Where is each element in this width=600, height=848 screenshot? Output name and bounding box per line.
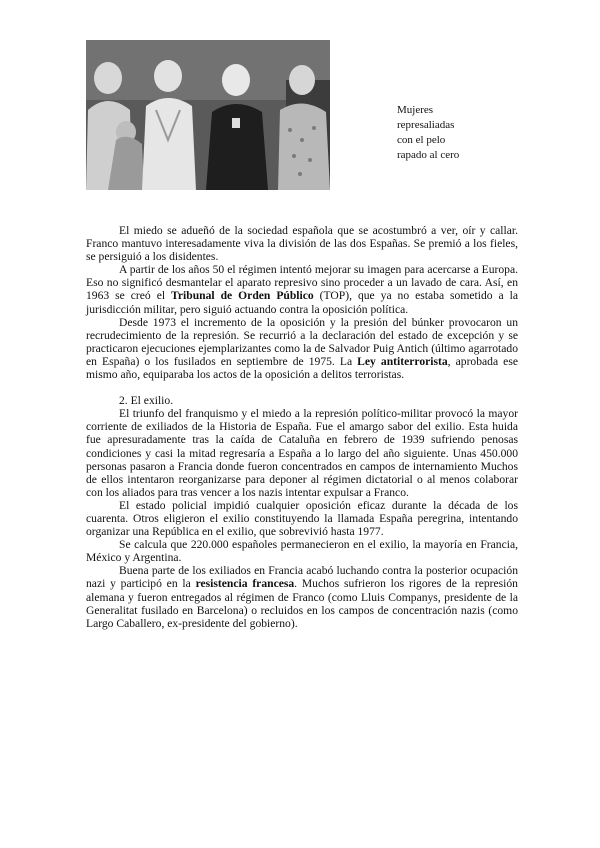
text-span: Buena parte de los exiliados en Francia acabó luchando contra la posterior ocupación nazi y participó en la xyxy=(86,564,518,591)
photo-illustration xyxy=(86,40,330,190)
text-span: A partir de los años 50 el régimen intentó mejorar su imagen para acercarse a Europa. Eso no significó desmantelar el aparato represivo sino proceder a un lavado de cara. Así, en 1963 se creó el xyxy=(86,263,518,303)
bold-term-ley: Ley antiterrorista xyxy=(357,354,448,368)
bold-term-resistencia: resistencia francesa xyxy=(195,577,295,591)
caption-line: represaliadas xyxy=(397,119,455,131)
paragraph-fear: El miedo se adueñó de la sociedad española que se acostumbró a ver, oír y callar. Franco mantuvo interesadamente viva la división de las dos Españas. Se premió a los fieles, se persiguió a los disidentes. xyxy=(86,224,518,264)
body-text xyxy=(86,224,518,630)
paragraph-resistance xyxy=(86,564,518,629)
paragraph-exile: El triunfo del franquismo y el miedo a la represión político-militar provocó la mayor corriente de exiliados de la Historia de España. Fue el amargo sabor del exilio. Esta huida fue apresuradamente tras la caída de Cataluña en febrero de 1939 sufriendo penosas condiciones y casi la mitad regresaría a España a lo largo del año siguiente. Unas 450.000 personas pasaron a Francia donde fueron concentrados en campos de internamiento Muchos de ellos intentaron reorganizarse para deponer al régimen dictatorial o al menos colaborar con los aliados para tras vencer a los nazis intentar expulsar a Franco. xyxy=(86,407,518,499)
caption-line: rapado al cero xyxy=(397,149,460,161)
paragraph-tribunal xyxy=(86,263,518,315)
paragraph-police-state: El estado policial impidió cualquier oposición eficaz durante la década de los cuarenta. Otros eligieron el exilio constituyendo la llamada España peregrina, intentando organizar una República en el exilio, que sobrevivió hasta 1977. xyxy=(86,498,518,539)
caption-line: Mujeres xyxy=(397,104,434,116)
photo-caption xyxy=(397,103,487,163)
text-span: . Muchos sufrieron los rigores de la represión alemana y fueron entregados al régimen de Franco (como Lluis Companys, presidente de la Generalitat fusilado en Barcelona) o recluidos en los campos de concentración nazis (como Largo Caballero, ex-presidente del gobierno). xyxy=(86,577,518,630)
paragraph-repression xyxy=(86,316,518,381)
text-span: (TOP), que ya no estaba sometido a la jurisdicción militar, pero siguió actuando contra la oposición política. xyxy=(86,289,519,316)
bold-term-tribunal: Tribunal de Orden Público xyxy=(171,289,314,303)
photo-women-shaved-heads xyxy=(86,40,330,190)
text-span: Desde 1973 el incremento de la oposición y la presión del búnker provocaron un recrudecimiento de la represión. Se recurrió a la declaración del estado de excepción y se practicaron ejecuciones ejemplarizantes como la de Salvador Puig Antich (último agarrotado en España) o los fusilados en septiembre de 1975. La xyxy=(86,315,518,368)
section-heading: 2. El exilio. xyxy=(119,394,174,408)
caption-line: con el pelo xyxy=(397,134,446,146)
text-span: , aprobada ese mismo año, equiparaba los actos de la oposición a delitos terroristas. xyxy=(86,354,518,382)
paragraph-exile-count: Se calcula que 220.000 españoles permanecieron en el exilio, la mayoría en Francia, México y Argentina. xyxy=(86,538,518,565)
